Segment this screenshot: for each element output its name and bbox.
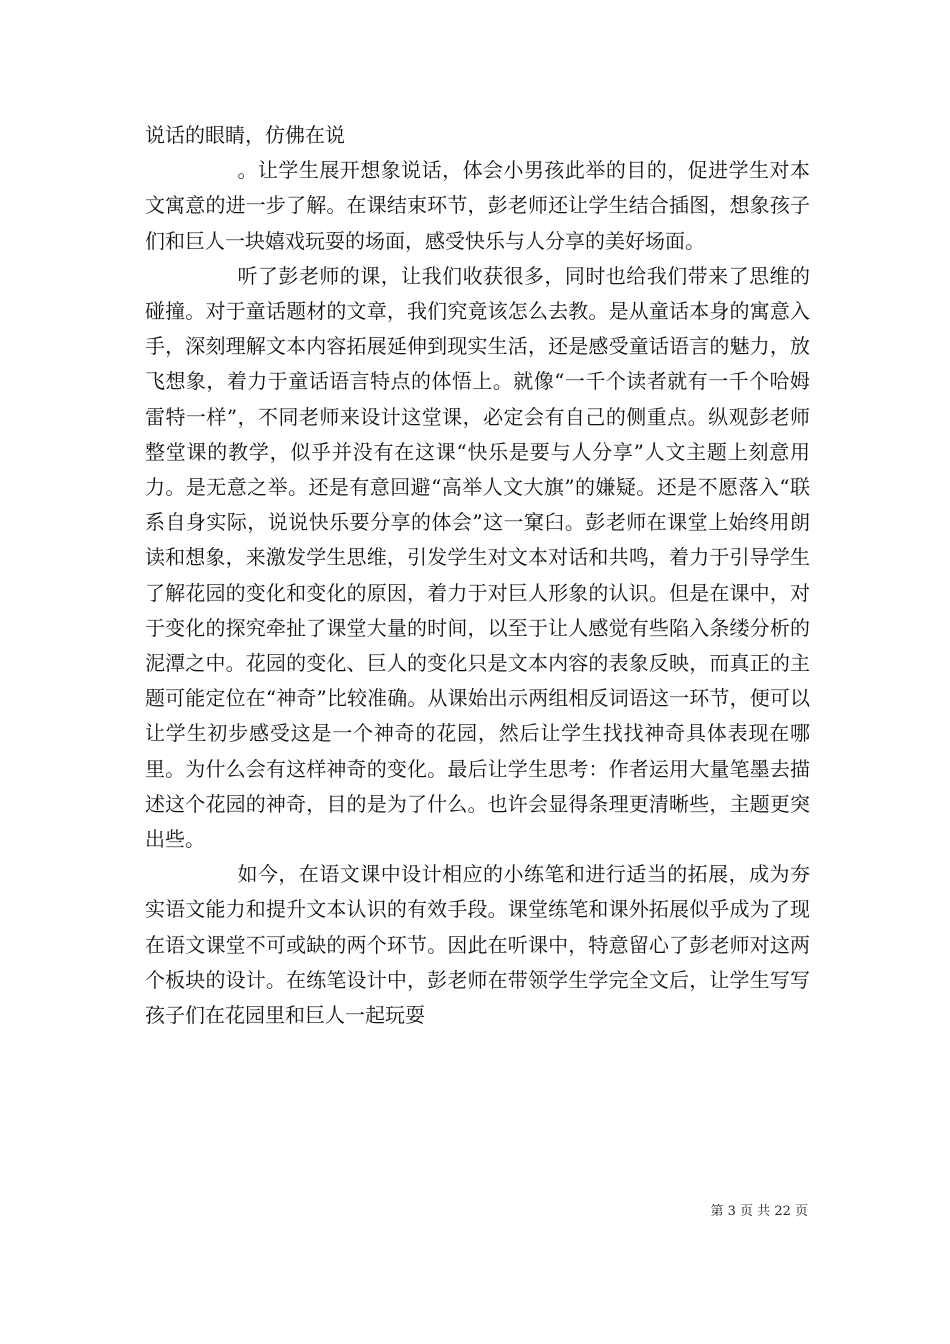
paragraph-2: 。让学生展开想象说话，体会小男孩此举的目的，促进学生对本文寓意的进一步了解。在课结束环节，彭老师还让学生结合插图，想象孩子们和巨人一块嬉戏玩耍的场面，感受快乐与人分享的美好场面。 bbox=[145, 158, 810, 253]
paragraph-4: 如今，在语文课中设计相应的小练笔和进行适当的拓展，成为夯实语文能力和提升文本认识的有效手段。课堂练笔和课外拓展似乎成为了现在语文课堂不可或缺的两个环节。因此在听课中，特意留心了彭老师对这两个板块的设计。在练笔设计中，彭老师在带领学生学完全文后，让学生写写孩子们在花园里和巨人一起玩耍 bbox=[145, 862, 810, 1028]
paragraph-3: 听了彭老师的课，让我们收获很多，同时也给我们带来了思维的碰撞。对于童话题材的文章，我们究竟该怎么去教。是从童话本身的寓意入手，深刻理解文本内容拓展延伸到现实生活，还是感受童话语言的魅力，放飞想象，着力于童话语言特点的体悟上。就像“一千个读者就有一千个哈姆雷特一样”，不同老师来设计这堂课，必定会有自己的侧重点。纵观彭老师整堂课的教学，似乎并没有在这课“快乐是要与人分享”人文主题上刻意用力。是无意之举。还是有意回避“高举人文大旗”的嫌疑。还是不愿落入“联系自身实际，说说快乐要分享的体会”这一窠臼。彭老师在课堂上始终用朗读和想象，来激发学生思维，引发学生对文本对话和共鸣，着力于引导学生了解花园的变化和变化的原因，着力于对巨人形象的认识。但是在课中，对于变化的探究牵扯了课堂大量的时间，以至于让人感觉有些陷入条缕分析的泥潭之中。花园的变化、巨人的变化只是文本内容的表象反映，而真正的主题可能定位在“神奇”比较准确。从课始出示两组相反词语这一环节，便可以让学生初步感受这是一个神奇的花园，然后让学生找找神奇具体表现在哪里。为什么会有这样神奇的变化。最后让学生思考：作者运用大量笔墨去描述这个花园的神奇，目的是为了什么。也许会显得条理更清晰些，主题更突出些。 bbox=[145, 263, 810, 852]
paragraph-1: 说话的眼睛，仿佛在说 bbox=[145, 123, 345, 147]
body-text bbox=[145, 118, 810, 1033]
page-number-footer: 第 3 页 共 22 页 bbox=[710, 1204, 808, 1219]
